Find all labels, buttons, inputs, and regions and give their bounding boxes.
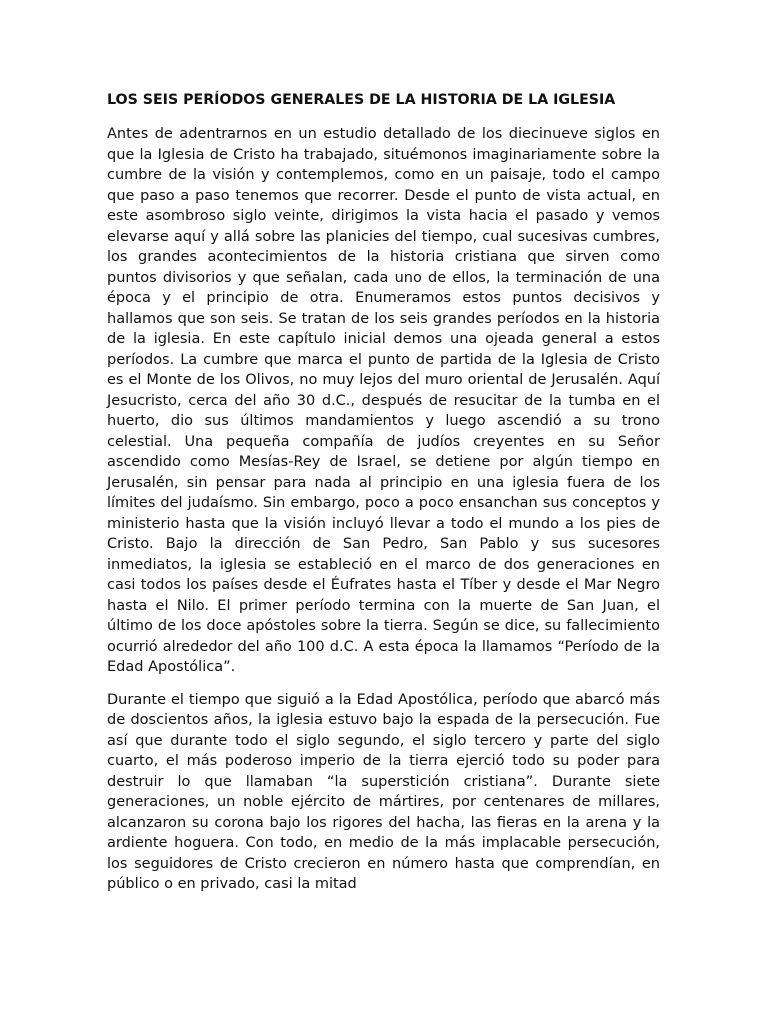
document-page	[107, 88, 660, 907]
document-title: LOS SEIS PERÍODOS GENERALES DE LA HISTORIA DE LA IGLESIA	[107, 92, 616, 108]
paragraph-2: Durante el tiempo que siguió a la Edad Apostólica, período que abarcó más de doscientos años, la iglesia estuvo bajo la espada de la persecución. Fue así que durante todo el siglo segundo, el siglo tercero y parte del siglo cuarto, el más poderoso imperio de la tierra ejerció todo su poder para destruir lo que llamaban “la superstición cristiana”. Durante siete generaciones, un noble ejército de mártires, por centenares de millares, alcanzaron su corona bajo los rigores del hacha, las fieras en la arena y la ardiente hoguera. Con todo, en medio de la más implacable persecución, los seguidores de Cristo crecieron en número hasta que comprendían, en público o en privado, casi la mitad	[107, 691, 660, 892]
paragraph-1: Antes de adentrarnos en un estudio detallado de los diecinueve siglos en que la Iglesia de Cristo ha trabajado, situémonos imaginariamente sobre la cumbre de la visión y contemplemos, como en un paisaje, todo el campo que paso a paso tenemos que recorrer. Desde el punto de vista actual, en este asombroso siglo veinte, dirigimos la vista hacia el pasado y vemos elevarse aquí y allá sobre las planicies del tiempo, cual sucesivas cumbres, los grandes acontecimientos de la historia cristiana que sirven como puntos divisorios y que señalan, cada uno de ellos, la terminación de una época y el principio de otra. Enumeramos estos puntos decisivos y hallamos que son seis. Se tratan de los seis grandes períodos en la historia de la iglesia. En este capítulo inicial demos una ojeada general a estos períodos. La cumbre que marca el punto de partida de la Iglesia de Cristo es el Monte de los Olivos, no muy lejos del muro oriental de Jerusalén. Aquí Jesucristo, cerca del año 30 d.C., después de resucitar de la tumba en el huerto, dio sus últimos mandamientos y luego ascendió a su trono celestial. Una pequeña compañía de judíos creyentes en su Señor ascendido como Mesías-Rey de Israel, se detiene por algún tiempo en Jerusalén, sin pensar para nada al principio en una iglesia fuera de los límites del judaísmo. Sin embargo, poco a poco ensanchan sus conceptos y ministerio hasta que la visión incluyó llevar a todo el mundo a los pies de Cristo. Bajo la dirección de San Pedro, San Pablo y sus sucesores inmediatos, la iglesia se estableció en el marco de dos generaciones en casi todos los países desde el Éufrates hasta el Tíber y desde el Mar Negro hasta el Nilo. El primer período termina con la muerte de San Juan, el último de los doce apóstoles sobre la tierra. Según se dice, su fallecimiento ocurrió alrededor del año 100 d.C. A esta época la llamamos “Período de la Edad Apostólica”.	[107, 126, 660, 675]
